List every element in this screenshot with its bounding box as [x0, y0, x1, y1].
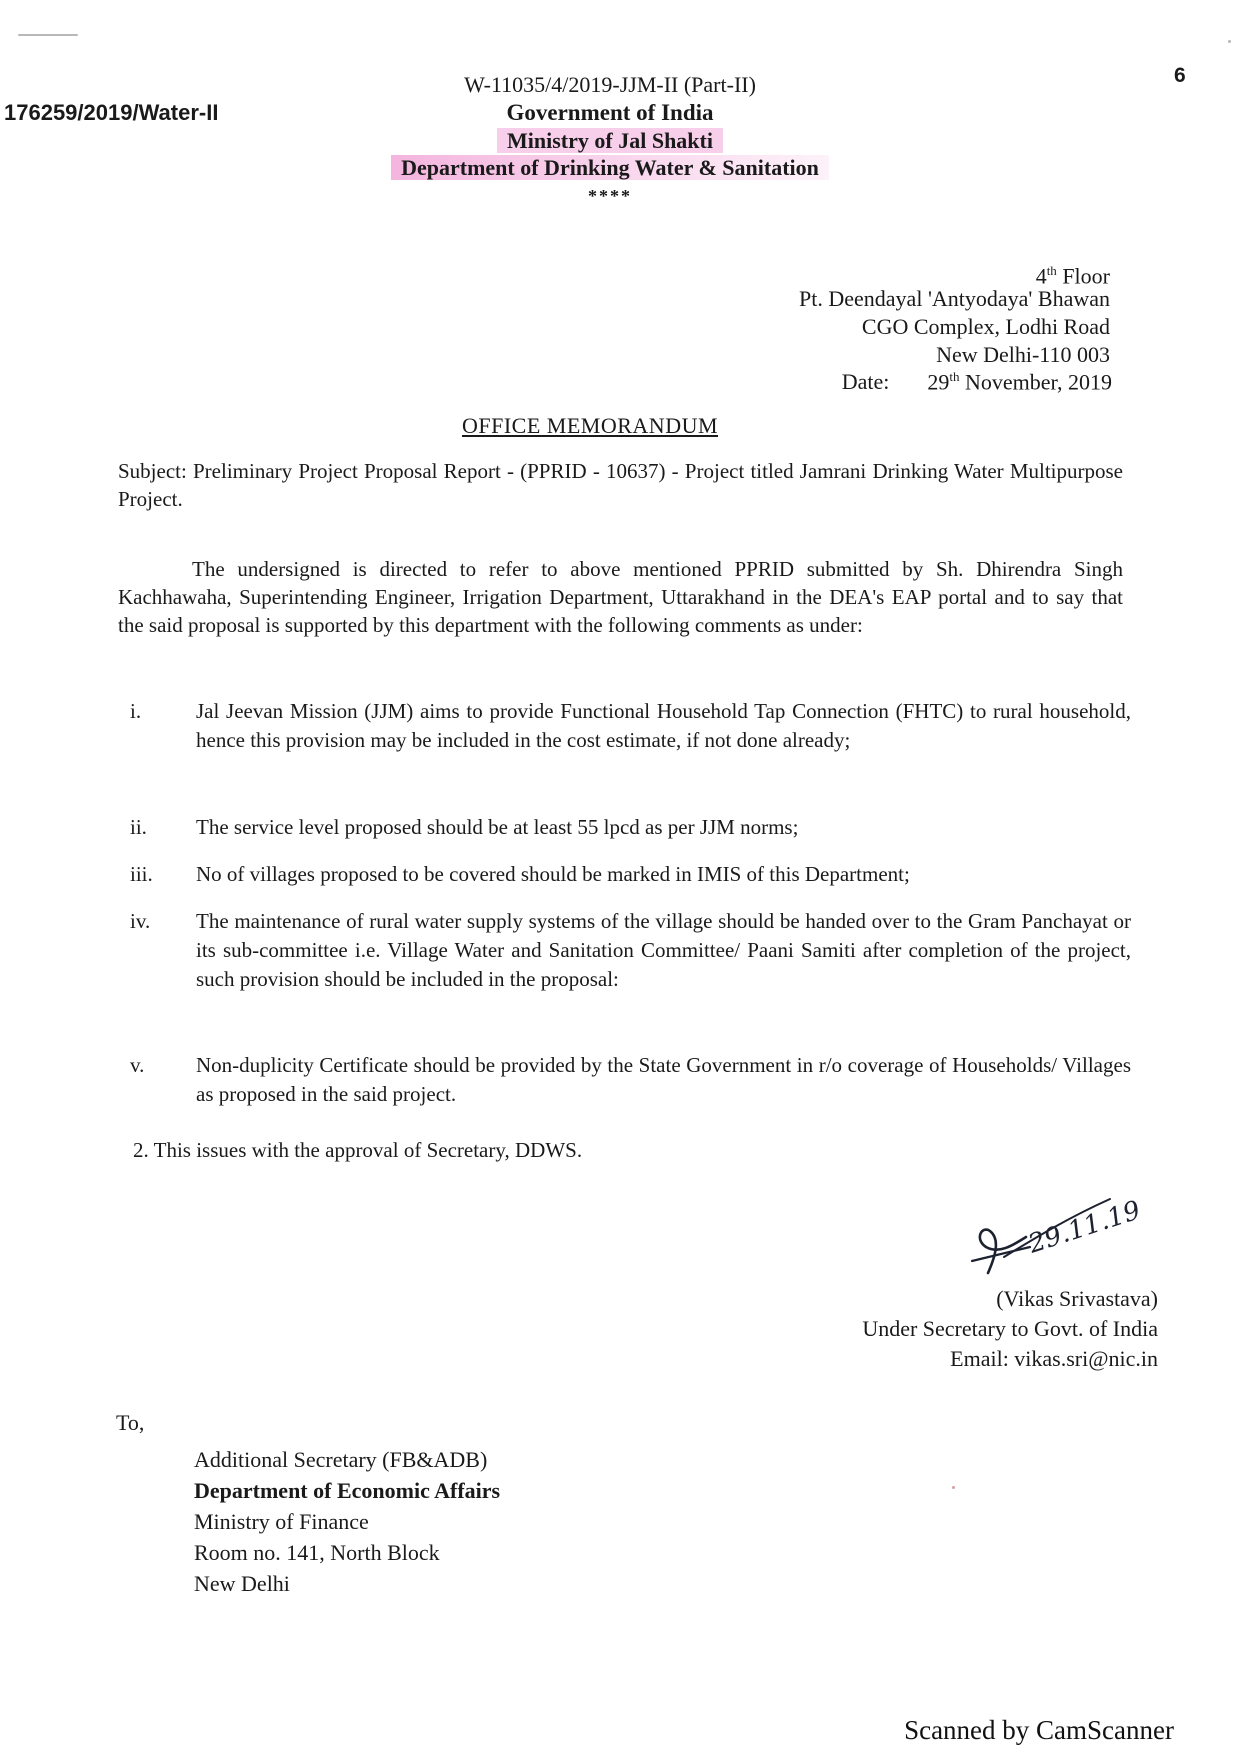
- address-complex: CGO Complex, Lodhi Road: [861, 314, 1110, 339]
- list-item-text: The service level proposed should be at least 55 lpcd as per JJM norms;: [196, 815, 799, 839]
- date-label: Date:: [841, 369, 890, 395]
- signature-date: 29.11.19: [1024, 1195, 1145, 1260]
- list-item-number: i.: [130, 699, 142, 723]
- closing-paragraph: 2. This issues with the approval of Secretary, DDWS.: [133, 1138, 583, 1162]
- ministry-heading-text: Ministry of Jal Shakti: [497, 128, 723, 153]
- list-item-text: Jal Jeevan Mission (JJM) aims to provide Functional Household Tap Connection (FHTC) to rural household, hence this provision may be included in the cost estimate, if not done already;: [196, 699, 1131, 752]
- scanner-watermark: Scanned by CamScanner: [904, 1715, 1174, 1745]
- scan-speck: [952, 1486, 955, 1489]
- recipient-line: Department of Economic Affairs: [194, 1478, 501, 1503]
- list-item-number: v.: [130, 1053, 145, 1077]
- header-stars: ****: [588, 186, 632, 206]
- subject-paragraph: [118, 457, 1123, 513]
- recipient-line: Additional Secretary (FB&ADB): [194, 1447, 488, 1472]
- handwritten-signature: [960, 1195, 1145, 1285]
- memo-title: OFFICE MEMORANDUM: [462, 413, 719, 438]
- recipient-line: New Delhi: [194, 1571, 290, 1596]
- intro-paragraph: The undersigned is directed to refer to above mentioned PPRID submitted by Sh. Dhirendra Singh Kachhawaha, Superintending Engineer, Irrigation Department, Uttarakhand in the DEA's EAP portal and to say that the said proposal is supported by this department with the following comments as under:: [118, 557, 1123, 637]
- signatory-email: Email: vikas.sri@nic.in: [950, 1346, 1158, 1371]
- recipient-line: Ministry of Finance: [194, 1509, 369, 1534]
- government-heading: Government of India: [506, 100, 714, 125]
- department-heading-text: Department of Drinking Water & Sanitation: [391, 155, 829, 180]
- list-item-number: iv.: [130, 909, 151, 933]
- recipient-line: Room no. 141, North Block: [194, 1540, 440, 1565]
- subject-label: Subject:: [118, 459, 187, 483]
- date-line: Date: 29th November, 2019: [841, 369, 1112, 395]
- list-item-text: The maintenance of rural water supply systems of the village should be handed over to the Gram Panchayat or its sub-committee i.e. Village Water and Sanitation Committee/ Paani Samiti after completion of the project, such provision should be included in the proposal:: [196, 909, 1131, 991]
- signatory-designation: Under Secretary to Govt. of India: [862, 1316, 1158, 1341]
- address-city: New Delhi-110 003: [936, 342, 1110, 367]
- to-label: To,: [116, 1410, 145, 1435]
- ministry-heading: [240, 128, 980, 154]
- list-item-number: iii.: [130, 862, 153, 886]
- reference-number: W-11035/4/2019-JJM-II (Part-II): [464, 72, 756, 97]
- scan-speck: [18, 34, 78, 36]
- department-heading: [240, 155, 980, 181]
- signatory-name: (Vikas Srivastava): [996, 1286, 1158, 1311]
- subject-text: Preliminary Project Proposal Report - (PPRID - 10637) - Project titled Jamrani Drinking Water Multipurpose Project.: [118, 459, 1124, 511]
- list-item-number: ii.: [130, 815, 147, 839]
- list-item-text: No of villages proposed to be covered should be marked in IMIS of this Department;: [196, 862, 910, 886]
- scan-speck: [1228, 40, 1231, 43]
- address-building: Pt. Deendayal 'Antyodaya' Bhawan: [799, 286, 1110, 311]
- page-number: 6: [1174, 64, 1186, 87]
- address-floor: 4th Floor: [1035, 263, 1110, 289]
- file-number: 176259/2019/Water-II: [4, 100, 219, 125]
- list-item-text: Non-duplicity Certificate should be provided by the State Government in r/o coverage of Households/ Villages as proposed in the said project.: [196, 1053, 1131, 1106]
